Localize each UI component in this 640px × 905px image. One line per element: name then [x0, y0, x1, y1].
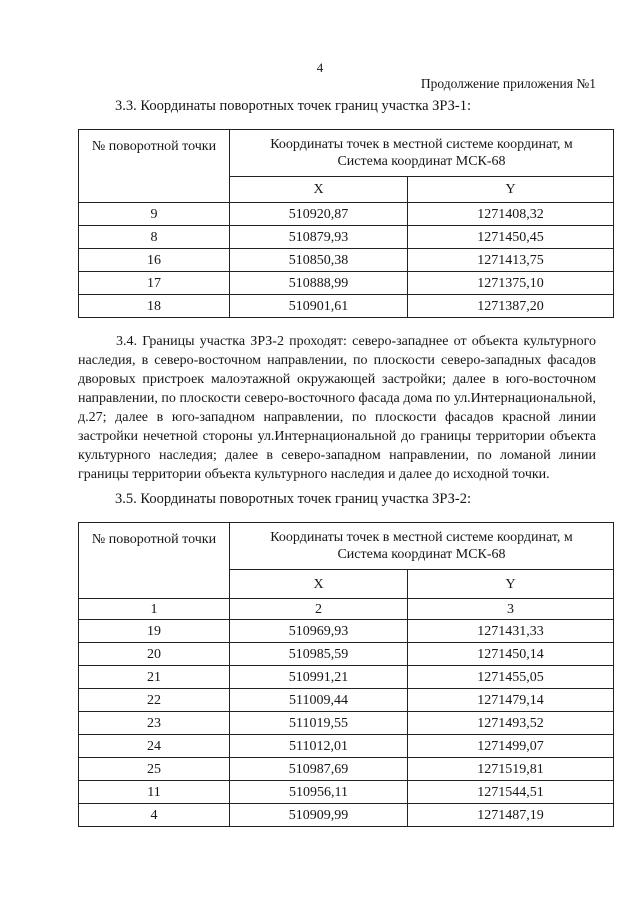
x-header: X	[230, 177, 408, 203]
point-cell: 21	[79, 666, 230, 689]
point-cell: 19	[79, 620, 230, 643]
point-number-header: № поворотной точки	[79, 130, 230, 203]
table-row	[79, 272, 614, 295]
y-header: Y	[408, 570, 614, 599]
table-row	[79, 226, 614, 249]
y-header: Y	[408, 177, 614, 203]
point-cell: 18	[79, 295, 230, 318]
y-cell: 1271450,14	[408, 643, 614, 666]
table-row	[79, 620, 614, 643]
point-cell: 22	[79, 689, 230, 712]
coords-header-line2: Система координат МСК-68	[337, 547, 506, 562]
table-row	[79, 712, 614, 735]
continuation-note: Продолжение приложения №1	[420, 76, 596, 91]
table-row	[79, 804, 614, 827]
column-index-row	[79, 599, 614, 620]
column-index-cell: 2	[230, 599, 408, 620]
point-number-header: № поворотной точки	[79, 523, 230, 599]
x-cell: 510888,99	[230, 272, 408, 295]
coords-header-line2: Система координат МСК-68	[337, 154, 506, 169]
y-cell: 1271387,20	[408, 295, 614, 318]
y-cell: 1271493,52	[408, 712, 614, 735]
section-3-5-heading: 3.5. Координаты поворотных точек границ участка ЗРЗ-2:	[115, 491, 472, 507]
y-cell: 1271544,51	[408, 781, 614, 804]
table-row	[79, 295, 614, 318]
y-cell: 1271487,19	[408, 804, 614, 827]
point-cell: 8	[79, 226, 230, 249]
page-number: 4	[316, 60, 324, 75]
coords-header-line1: Координаты точек в местной системе координат, м	[270, 137, 573, 152]
x-cell: 510920,87	[230, 203, 408, 226]
coords-header	[230, 130, 614, 177]
y-cell: 1271519,81	[408, 758, 614, 781]
x-cell: 510879,93	[230, 226, 408, 249]
table-row	[79, 666, 614, 689]
table-row	[79, 735, 614, 758]
y-cell: 1271450,45	[408, 226, 614, 249]
table-row	[79, 781, 614, 804]
y-cell: 1271431,33	[408, 620, 614, 643]
point-cell: 17	[79, 272, 230, 295]
x-cell: 511009,44	[230, 689, 408, 712]
x-cell: 510850,38	[230, 249, 408, 272]
x-cell: 510909,99	[230, 804, 408, 827]
zrz2-coordinates-table	[78, 522, 614, 827]
table-row	[79, 203, 614, 226]
x-cell: 511012,01	[230, 735, 408, 758]
point-cell: 24	[79, 735, 230, 758]
column-index-cell: 3	[408, 599, 614, 620]
x-cell: 510987,69	[230, 758, 408, 781]
zrz1-coordinates-table	[78, 129, 614, 318]
table-row	[79, 643, 614, 666]
x-cell: 510985,59	[230, 643, 408, 666]
table-row	[79, 249, 614, 272]
y-cell: 1271375,10	[408, 272, 614, 295]
y-cell: 1271479,14	[408, 689, 614, 712]
x-cell: 510969,93	[230, 620, 408, 643]
y-cell: 1271413,75	[408, 249, 614, 272]
y-cell: 1271455,05	[408, 666, 614, 689]
section-3-4-paragraph: 3.4. Границы участка ЗРЗ-2 проходят: северо-западнее от объекта культурного наследия, в северо-восточном направлении, по плоскости северо-западных фасадов дворовых пристроек малоэтажной окружающей застройки; далее в юго-восточном направлении, по плоскости северо-восточного фасада дома по ул.Интернациональной, д.27; далее в юго-западном направлении, по плоскости фасадов красной линии застройки нечетной стороны ул.Интернациональной до границы территории объекта культурного наследия; далее в северо-западном направлении, по ломаной линии границы территории объекта культурного наследия и далее до исходной точки.	[78, 334, 596, 482]
x-cell: 510901,61	[230, 295, 408, 318]
x-cell: 511019,55	[230, 712, 408, 735]
y-cell: 1271408,32	[408, 203, 614, 226]
y-cell: 1271499,07	[408, 735, 614, 758]
coords-header	[230, 523, 614, 570]
point-cell: 9	[79, 203, 230, 226]
point-cell: 25	[79, 758, 230, 781]
point-cell: 20	[79, 643, 230, 666]
x-cell: 510956,11	[230, 781, 408, 804]
point-cell: 4	[79, 804, 230, 827]
point-cell: 23	[79, 712, 230, 735]
point-cell: 16	[79, 249, 230, 272]
coords-header-line1: Координаты точек в местной системе координат, м	[270, 530, 573, 545]
table-row	[79, 758, 614, 781]
column-index-cell: 1	[79, 599, 230, 620]
x-header: X	[230, 570, 408, 599]
point-cell: 11	[79, 781, 230, 804]
table-row	[79, 689, 614, 712]
x-cell: 510991,21	[230, 666, 408, 689]
section-3-3-heading: 3.3. Координаты поворотных точек границ участка ЗРЗ-1:	[115, 98, 472, 114]
